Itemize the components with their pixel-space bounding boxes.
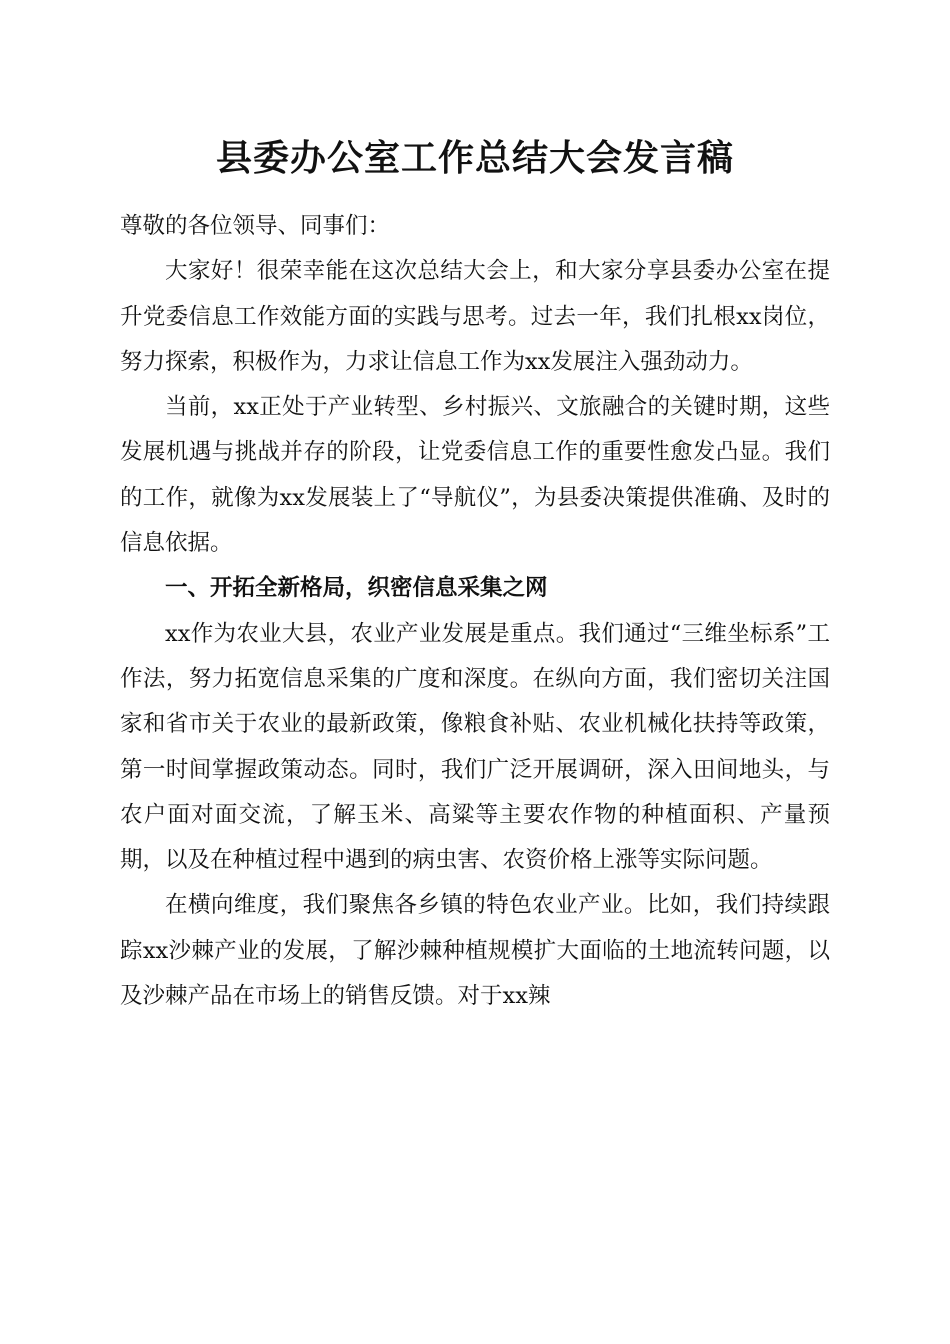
paragraph-section1-horizontal: 在横向维度，我们聚焦各乡镇的特色农业产业。比如，我们持续跟踪xx沙棘产业的发展，了解沙棘种植规模扩大面临的土地流转问题，以及沙棘产品在市场上的销售反馈。对于xx辣 — [120, 892, 830, 1010]
paragraph-section1-vertical: xx作为农业大县，农业产业发展是重点。我们通过“三维坐标系”工作法，努力拓宽信息采集的广度和深度。在纵向方面，我们密切关注国家和省市关于农业的最新政策，像粮食补贴、农业机械化扶持等政策，第一时间掌握政策动态。同时，我们广泛开展调研，深入田间地头，与农户面对面交流，了解玉米、高粱等主要农作物的种植面积、产量预期，以及在种植过程中遇到的病虫害、农资价格上涨等实际问题。 — [120, 620, 830, 874]
document-body — [120, 204, 830, 1019]
section-heading-1: 一、开拓全新格局，织密信息采集之网 — [165, 575, 548, 602]
document-title: 县委办公室工作总结大会发言稿 — [215, 137, 734, 179]
salutation: 尊敬的各位领导、同事们： — [120, 213, 391, 239]
paragraph-context: 当前，xx正处于产业转型、乡村振兴、文旅融合的关键时期，这些发展机遇与挑战并存的阶段，让党委信息工作的重要性愈发凸显。我们的工作，就像为xx发展装上了“导航仪”，为县委决策提供准确、及时的信息依据。 — [120, 394, 830, 557]
paragraph-opening: 大家好！很荣幸能在这次总结大会上，和大家分享县委办公室在提升党委信息工作效能方面的实践与思考。过去一年，我们扎根xx岗位，努力探索，积极作为，力求让信息工作为xx发展注入强劲动力。 — [120, 258, 830, 375]
